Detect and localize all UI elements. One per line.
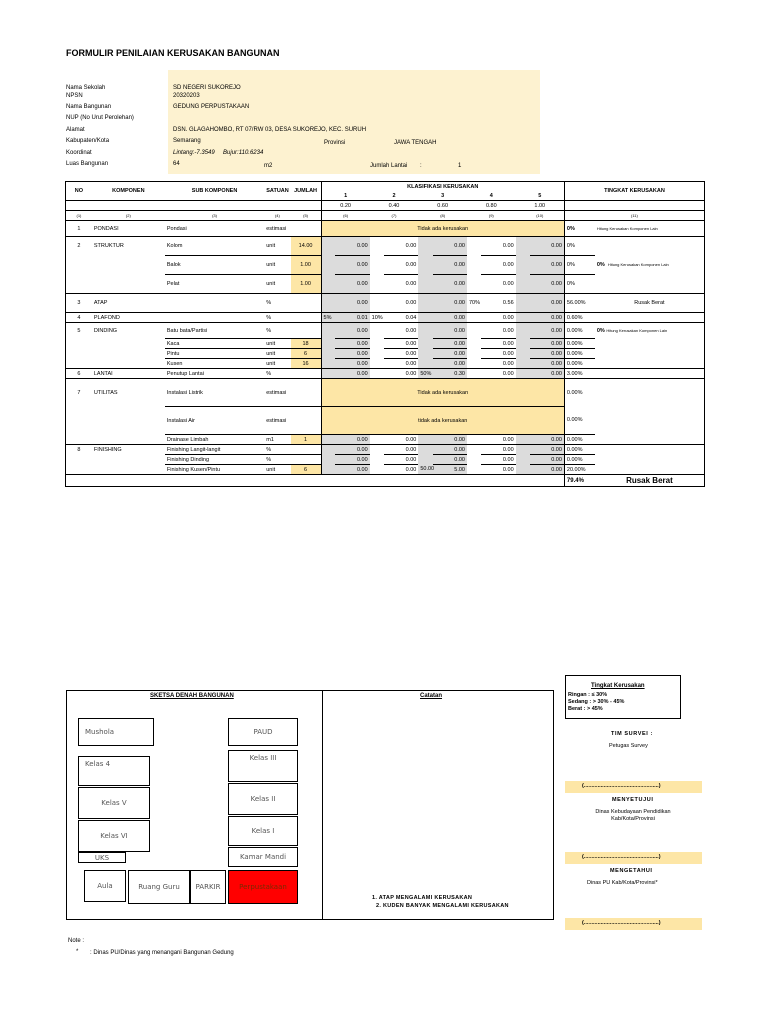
address-value: DSN. GLAGAHOMBO, RT 07/RW 03, DESA SUKOREJO, KEC. SURUH	[173, 127, 367, 133]
catatan-title: Catatan	[420, 693, 443, 699]
total-percent: 79.4%	[566, 477, 584, 484]
signature-line-1: (.................................................)	[582, 783, 661, 789]
room-kamar-mandi: Kamar Mandi	[228, 847, 298, 867]
sketch-title: SKETSA DENAH BANGUNAN	[150, 693, 234, 699]
longitude: Bujur:110.6234	[223, 150, 264, 156]
regency-value: Semarang	[173, 138, 201, 144]
legend-items: Ringan : ≤ 30% Sedang : > 30% - 45% Berat : > 45%	[568, 692, 625, 712]
nup-value	[173, 114, 366, 122]
room-perpustakaan: Perpustakaan	[228, 870, 298, 904]
room-parkir: PARKIR	[190, 870, 226, 904]
info-values	[173, 84, 366, 168]
room-kelas-1: Kelas I	[228, 816, 298, 846]
legend-title: Tingkat Kerusakan	[591, 683, 645, 689]
signature-line-3: (.................................................)	[582, 920, 661, 926]
survey-team-label: TIM SURVEI :	[611, 731, 653, 737]
assessment-table: NO KOMPONEN SUB KOMPONEN SATUAN JUMLAH KLASIFIKASI KERUSAKAN TINGKAT KERUSAKAN 1 2 3 4 5 0.20 0.40 0.60 0.80 1.00 (1) (2) (3) (4) (5) (6) (7) (8) (9) (10) (11) 1 PONDASI Pondasi estimasi Tidak ada kerusakan 0% Hitung Kerusakan Komponen Lain 2 STRUKTUR Kolom unit 14.00 0.00 0.00 0.00 0.00 0.00 0% Balok unit 1.00 0.00 0.00 0.00 0.00 0.00 0% 0% Hitung Kerusakan Komponen Lain Pelat unit 1.00 0.00 0.00 0.00 0.00 0.00 0% 3 ATAP % 0.00 0.00 0.00 70% 0.56 0.00 56.00% Rusak Berat 4 PLAFOND % 5% 0.01 10% 0.04 0.00 0.00 0.00 0.60% 5 DINDING Batu bata/Partisi % 0.00 0.00 0.00 0.00 0.00 0.00% 0% Hitung Kerusakan Komponen Lain Kaca unit 18 0.00 0.00 0.00 0.00 0.00 0.00% Pintu unit 6 0.00 0.00 0.00 0.00 0.00 0.00% Kusen unit 16 0.00 0.00 0.00 0.00 0.00 0.00% 6 LANTAI Penutup Lantai % 0.00 0.00 50% 0.30 0.00 0.00 3.00% 7 UTILITAS Instalasi Listrik estimasi Tidak ada kerusakan 0.00% Instalasi Air estimasi tidak ada kerusakan 0.00% Drainase Limbah m1 1 0.00 0.00 0.00 0.00 0.00 0.00% 8 FINISHING Finishing Langit-langit % 0.00 0.00 0.00 0.00 0.00 0.00% Finishing Dinding % 0.00 0.00 0.00 0.00 0.00 0.00% Finishing Kusen/Pintu unit 6 0.00 0.00 50.00 5.00 0.00 0.00 20.00% 79.4% Rusak Berat	[65, 181, 705, 487]
note-star: *	[76, 949, 79, 955]
school-name: SD NEGERI SUKOREJO	[173, 85, 241, 91]
building-name: GEDUNG PERPUSTAKAAN	[173, 104, 250, 110]
room-ruang-guru: Ruang Guru	[128, 870, 190, 904]
province-label: Provinsi	[324, 140, 346, 146]
province-value: JAWA TENGAH	[394, 140, 437, 146]
room-uks: UKS	[78, 852, 126, 863]
approved-org: Dinas Kebudayaan Pendidikan Kab/Kota/Provinsi	[595, 809, 671, 822]
catatan-notes: 1. ATAP MENGALAMI KERUSAKAN 2. KUDEN BANYAK MENGALAMI KERUSAKAN	[372, 895, 509, 909]
area-unit: m2	[264, 163, 273, 169]
room-paud: PAUD	[228, 718, 298, 746]
room-kelas-3: Kelas III	[228, 750, 298, 782]
note-label: Note :	[68, 938, 85, 944]
room-kelas-5: Kelas V	[78, 787, 150, 819]
room-kelas-2: Kelas II	[228, 783, 298, 815]
latitude: Lintang:-7.3549	[173, 150, 215, 156]
known-org: Dinas PU Kab/Kota/Provinsi*	[587, 880, 658, 886]
note-text: : Dinas PU/Dinas yang menangani Bangunan Gedung	[90, 950, 234, 956]
room-aula: Aula	[84, 870, 126, 902]
floors-label: Jumlah Lantai	[370, 163, 408, 169]
floors-value: 1	[458, 163, 462, 169]
known-label: MENGETAHUI	[610, 868, 653, 874]
room-kelas-4: Kelas 4	[78, 756, 150, 786]
approved-label: MENYETUJUI	[612, 797, 654, 803]
info-labels: Nama Sekolah NPSN Nama Bangunan NUP (No Urut Perolehan) Alamat Kabupaten/Kota Koordinat Luas Bangunan	[66, 85, 134, 167]
surveyor-label: Petugas Survey	[609, 743, 648, 749]
npsn-value: 20320203	[173, 93, 200, 99]
signature-line-2: (.................................................)	[582, 854, 661, 860]
total-status: Rusak Berat	[595, 475, 705, 487]
room-kelas-6: Kelas VI	[78, 820, 150, 852]
room-mushola: Mushola	[78, 718, 154, 746]
area-value: 64	[173, 161, 180, 167]
page-title: FORMULIR PENILAIAN KERUSAKAN BANGUNAN	[66, 48, 280, 58]
